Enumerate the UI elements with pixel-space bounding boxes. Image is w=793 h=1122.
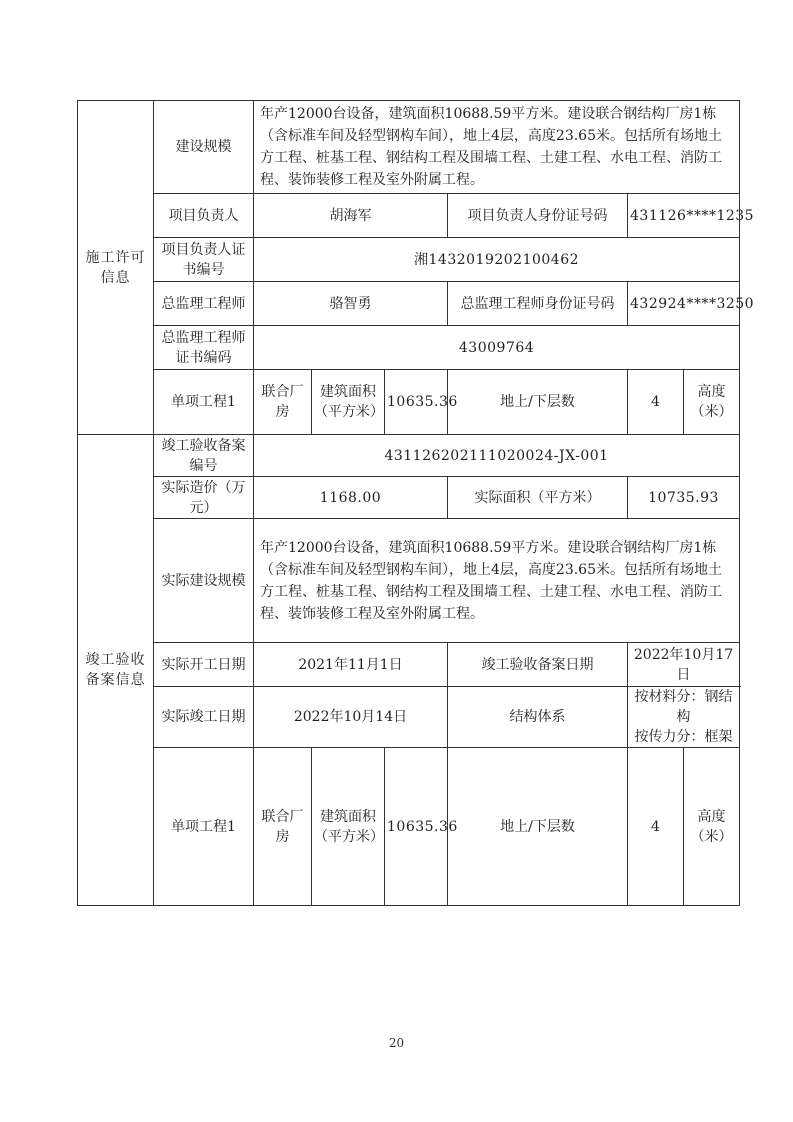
- finish-date-label: 实际竣工日期: [154, 687, 254, 748]
- supervisor-cert-label: 总监理工程师证书编码: [154, 326, 254, 370]
- page-number: 20: [388, 1036, 405, 1050]
- manager-label: 项目负责人: [154, 194, 254, 238]
- structure-value: [628, 687, 740, 748]
- supervisor-cert: 43009764: [254, 326, 740, 370]
- completion-area-label: 建筑面积（平方米）: [312, 748, 385, 906]
- cost-value: 1168.00: [254, 477, 448, 519]
- scale-text: 年产12000台设备，建筑面积10688.59平方米。建设联合钢结构厂房1栋（含标准车间及轻型钢构车间），地上4层，高度23.65米。包括所有场地土方工程、桩基工程、钢结构工程及围墙工程、土建工程、水电工程、消防工程、装饰装修工程及室外附属工程。: [254, 101, 740, 194]
- supervisor-id: 432924****3250: [628, 282, 740, 326]
- manager-cert: 湘1432019202100462: [254, 238, 740, 282]
- project-info-table: [77, 100, 755, 906]
- supervisor-id-label: 总监理工程师身份证号码: [448, 282, 628, 326]
- completion-single-project-label: 单项工程1: [154, 748, 254, 906]
- start-date-label: 实际开工日期: [154, 643, 254, 687]
- structure-force: 按传力分：框架: [634, 729, 733, 745]
- actual-area-label: 实际面积（平方米）: [448, 477, 628, 519]
- actual-scale-text: 年产12000台设备，建筑面积10688.59平方米。建设联合钢结构厂房1栋（含标准车间及轻型钢构车间），地上4层，高度23.65米。包括所有场地土方工程、桩基工程、钢结构工程及围墙工程、土建工程、水电工程、消防工程、装饰装修工程及室外附属工程。: [254, 519, 740, 643]
- supervisor-name: 骆智勇: [254, 282, 448, 326]
- section-construction-permit: 施工许可信息: [78, 101, 154, 435]
- record-no-label: 竣工验收备案编号: [154, 435, 254, 477]
- single-project-name: 联合厂房: [254, 370, 312, 435]
- single-project-label: 单项工程1: [154, 370, 254, 435]
- section-completion-record: 竣工验收备案信息: [78, 435, 154, 906]
- manager-id: 431126****1235: [628, 194, 740, 238]
- completion-area-value: 10635.36: [385, 748, 448, 906]
- area-value: 10635.36: [385, 370, 448, 435]
- manager-id-label: 项目负责人身份证号码: [448, 194, 628, 238]
- structure-material: 按材料分：钢结构: [634, 689, 733, 725]
- completion-floors-value: 4: [628, 748, 684, 906]
- scale-label: 建设规模: [154, 101, 254, 194]
- floors-label: 地上/下层数: [448, 370, 628, 435]
- floors-value: 4: [628, 370, 684, 435]
- cost-label: 实际造价（万元）: [154, 477, 254, 519]
- actual-area-value: 10735.93: [628, 477, 740, 519]
- record-date-label: 竣工验收备案日期: [448, 643, 628, 687]
- finish-date: 2022年10月14日: [254, 687, 448, 748]
- manager-cert-label: 项目负责人证书编号: [154, 238, 254, 282]
- record-no: 431126202111020024-JX-001: [254, 435, 740, 477]
- start-date: 2021年11月1日: [254, 643, 448, 687]
- completion-floors-label: 地上/下层数: [448, 748, 628, 906]
- manager-name: 胡海军: [254, 194, 448, 238]
- record-date: 2022年10月17日: [628, 643, 740, 687]
- supervisor-label: 总监理工程师: [154, 282, 254, 326]
- area-label: 建筑面积（平方米）: [312, 370, 385, 435]
- completion-single-project-name: 联合厂房: [254, 748, 312, 906]
- completion-height-label: 高度（米）: [684, 748, 740, 906]
- actual-scale-label: 实际建设规模: [154, 519, 254, 643]
- height-label: 高度（米）: [684, 370, 740, 435]
- structure-label: 结构体系: [448, 687, 628, 748]
